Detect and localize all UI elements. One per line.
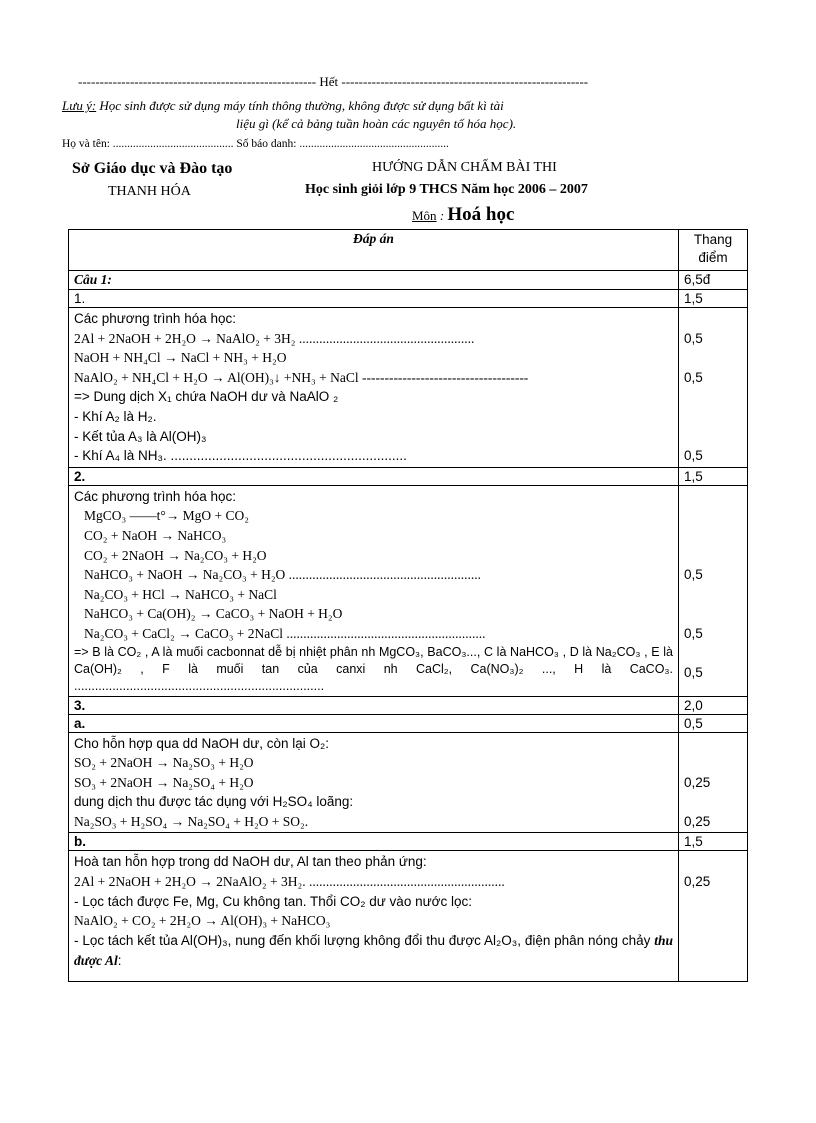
equation: SO₂ + 2NaOH → Na₂SO₃ + H₂O [74,755,254,771]
part-3-score: 2,0 [679,696,748,714]
instruction [74,931,673,971]
table-row [69,696,748,714]
table-row [69,485,748,696]
score-value: 0,25 [684,774,711,790]
end-marker: ------------------------------------------------------- Hết --------------------------------------------------------- [78,74,589,89]
table-row [69,833,748,851]
part-2-content [69,485,679,696]
part-1-scores [679,308,748,468]
note-label: Lưu ý: [62,98,97,113]
part-3a-content [69,732,679,833]
conclusion: => B là CO₂ , A là muối cacbonnat dễ bị nhiệt phân nh MgCO₃, BaCO₃..., C là NaHCO₃ , D là Na₂CO₃ , E là Ca(OH)₂ , F là muối tan của canxi nh CaCl₂, Ca(NO₃)₂ ..., H là CaCO₃. ........................................................................ [74,644,673,693]
score-value: 0,25 [684,874,711,890]
equation: MgCO₃ ——t°→ MgO + CO₂ [84,508,249,524]
table-row [69,271,748,290]
instruction-emphasis: thu được Al [74,932,673,968]
table-row [69,467,748,485]
conclusion: => Dung dịch X₁ chứa NaOH dư và NaAlO ₂ [74,389,339,405]
instruction: - Lọc tách được Fe, Mg, Cu không tan. Thổi CO₂ dư vào nước lọc: [74,893,472,909]
part-3b-content [69,851,679,982]
note-continued: liệu gì (kể cả bảng tuần hoàn các nguyên tố hóa học). [236,116,517,131]
grading-table [68,229,748,982]
equation: Na₂CO₃ + CaCl₂ → CaCO₃ + 2NaCl ........................................................... [84,625,486,641]
table-header-row [69,230,748,271]
part-2-score: 1,5 [679,467,748,485]
candidate-info-line: Họ và tên: .......................................... Số báo danh: .................................................... [62,138,449,150]
part-3b: b. [69,833,679,851]
part-1-content [69,308,679,468]
equation: 2Al + 2NaOH + 2H₂O → NaAlO₂ + 3H₂ .................................................... [74,330,475,346]
note [62,96,504,116]
score-header: Thang điểm [679,230,748,271]
part-1: 1. [69,290,679,308]
score-value: 0,5 [684,665,703,681]
guide-title: HƯỚNG DẪN CHẤM BÀI THI [372,160,557,175]
answer-header: Đáp án [69,230,679,271]
question-1: Câu 1: [69,271,679,290]
table-row [69,290,748,308]
part-1-title: Các phương trình hóa học: [74,311,236,326]
exam-title: Học sinh giỏi lớp 9 THCS Năm học 2006 – 2007 [305,182,588,197]
score-value: 0,5 [684,567,703,583]
table-row [69,714,748,732]
table-row [69,851,748,982]
equation: NaHCO₃ + NaOH → Na₂CO₃ + H₂O ......................................................... [84,567,482,583]
part-3b-scores [679,851,748,982]
equation: Na₂CO₃ + HCl → NaHCO₃ + NaCl [84,586,277,602]
part-1-score: 1,5 [679,290,748,308]
equation: NaAlO₂ + CO₂ + 2H₂O → Al(OH)₃ + NaHCO₃ [74,913,331,929]
part-3: 3. [69,696,679,714]
conclusion: - Kết tủa A₃ là Al(OH)₃ [74,428,207,444]
part-3a: a. [69,714,679,732]
equation: NaAlO₂ + NH₄Cl + H₂O → Al(OH)₃↓ +NH₃ + NaCl ------------------------------------- [74,369,529,385]
equation: NaOH + NH₄Cl → NaCl + NH₃ + H₂O [74,350,287,366]
part-3a-score: 0,5 [679,714,748,732]
equation: 2Al + 2NaOH + 2H₂O → 2NaAlO₂ + 3H₂. .......................................................... [74,874,505,890]
instruction: Cho hỗn hợp qua dd NaOH dư, còn lại O₂: [74,735,330,751]
equation: CO₂ + NaOH → NaHCO₃ [84,527,227,543]
subject-label: Môn [412,208,437,223]
score-value: 0,25 [684,813,711,829]
part-2-scores [679,485,748,696]
subject-sep: : [436,208,448,223]
question-1-score: 6,5đ [679,271,748,290]
equation: SO₃ + 2NaOH → Na₂SO₄ + H₂O [74,774,254,790]
subject-line [412,204,514,226]
part-3b-score: 1,5 [679,833,748,851]
part-2-title: Các phương trình hóa học: [74,488,236,504]
instruction-text: - Lọc tách kết tủa Al(OH)₃, nung đến khối lượng không đổi thu được Al₂O₃, điện phân nóng chảy [74,932,655,948]
province: THANH HÓA [108,184,191,199]
equation: NaHCO₃ + Ca(OH)₂ → CaCO₃ + NaOH + H₂O [84,606,343,622]
instruction: dung dịch thu được tác dụng với H₂SO₄ loãng: [74,794,354,810]
table-row [69,308,748,468]
conclusion: - Khí A₂ là H₂. [74,408,157,424]
score-value: 0,5 [684,625,703,641]
score-value: 0,5 [684,369,703,385]
subject-name: Hoá học [447,204,515,225]
conclusion: - Khí A₄ là NH₃. ............................................................... [74,448,407,464]
equation: Na₂SO₃ + H₂SO₄ → Na₂SO₄ + H₂O + SO₂. [74,813,309,829]
score-value: 0,5 [684,330,703,346]
part-2: 2. [69,467,679,485]
score-value: 0,5 [684,448,703,464]
note-text: Học sinh được sử dụng máy tính thông thường, không được sử dụng bất kì tài [96,98,504,113]
instruction: Hoà tan hỗn hợp trong dd NaOH dư, Al tan theo phản ứng: [74,854,427,870]
equation: CO₂ + 2NaOH → Na₂CO₃ + H₂O [84,547,267,563]
instruction-colon: : [117,952,122,968]
department: Sở Giáo dục và Đào tạo [72,160,233,177]
table-row [69,732,748,833]
part-3a-scores [679,732,748,833]
